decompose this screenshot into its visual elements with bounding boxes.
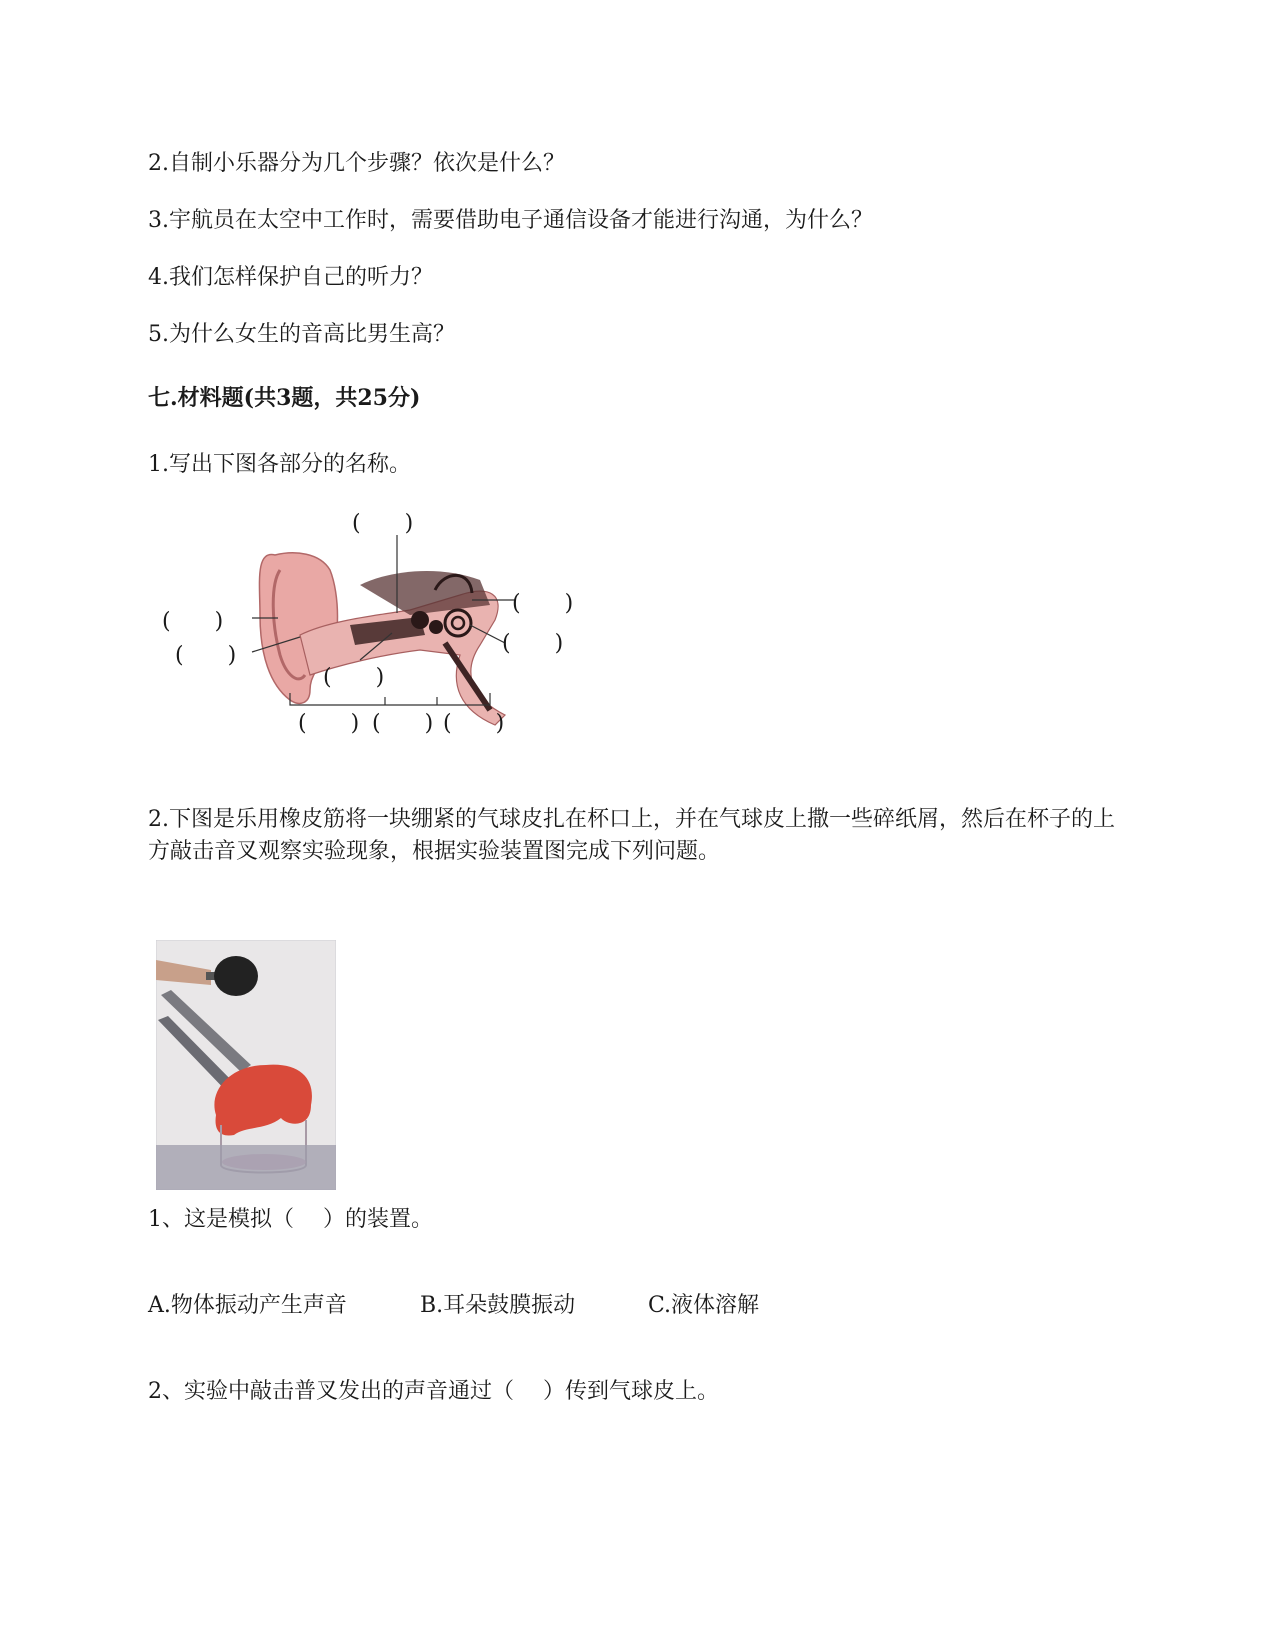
- material-question-1: 1.写出下图各部分的名称。: [148, 452, 411, 477]
- sub-question-1: 1、这是模拟（ ）的装置。: [148, 1207, 433, 1232]
- choice-a[interactable]: A.物体振动产生声音: [148, 1293, 347, 1318]
- choice-c[interactable]: C.液体溶解: [648, 1293, 760, 1318]
- ear-label-blank-bottom-3[interactable]: ( ): [443, 711, 505, 736]
- material-question-2: 2.下图是乐用橡皮筋将一块绷紧的气球皮扎在杯口上，并在气球皮上撒一些碎纸屑，然后在杯子的上方敲击音叉观察实验现象，根据实验装置图完成下列问题。: [148, 807, 1115, 864]
- ear-label-blank-middle[interactable]: ( ): [323, 665, 385, 690]
- section-heading: 七.材料题(共3题，共25分): [148, 385, 421, 411]
- question-5-text: 5.为什么女生的音高比男生高？: [148, 322, 455, 347]
- question-3-text: 3.宇航员在太空中工作时，需要借助电子通信设备才能进行沟通，为什么？: [148, 208, 873, 233]
- ear-label-blank-right-2[interactable]: ( ): [502, 631, 564, 656]
- question-2-text: 2.自制小乐器分为几个步骤？依次是什么？: [148, 151, 565, 176]
- experiment-photo: [156, 940, 336, 1190]
- question-4-text: 4.我们怎样保护自己的听力？: [148, 265, 433, 290]
- ear-label-blank-top[interactable]: ( ): [352, 511, 414, 536]
- ear-label-blank-left-2[interactable]: ( ): [175, 643, 237, 668]
- choice-b[interactable]: B.耳朵鼓膜振动: [420, 1293, 576, 1318]
- sub-question-2: 2、实验中敲击普叉发出的声音通过（ ）传到气球皮上。: [148, 1379, 719, 1404]
- ear-label-blank-bottom-2[interactable]: ( ): [372, 711, 434, 736]
- ear-label-blank-left-1[interactable]: ( ): [162, 609, 224, 634]
- ear-label-blank-bottom-1[interactable]: ( ): [298, 711, 360, 736]
- ear-label-blank-right-1[interactable]: ( ): [512, 591, 574, 616]
